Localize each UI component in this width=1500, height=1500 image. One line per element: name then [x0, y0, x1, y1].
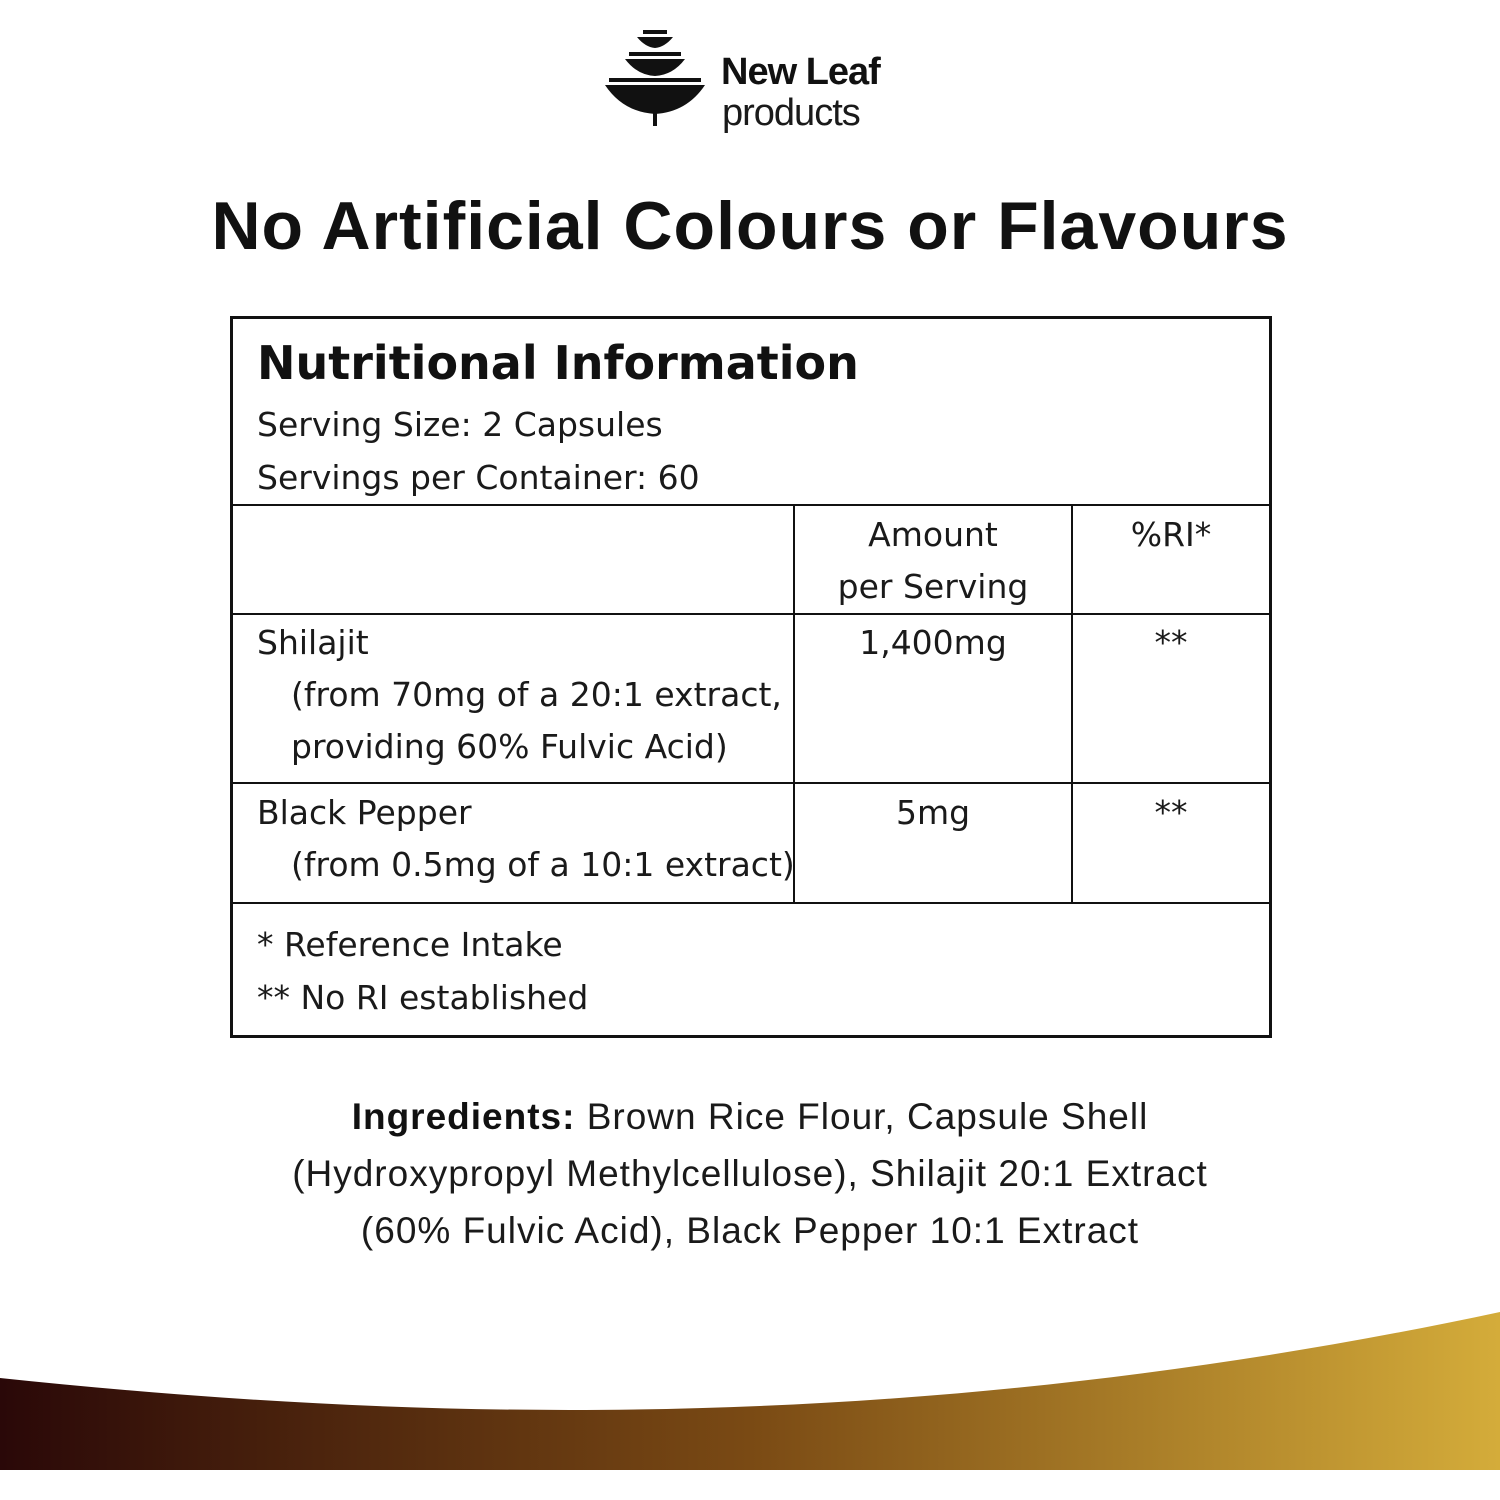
leaf-tree-icon [603, 28, 707, 128]
header-ri: %RI* [1130, 515, 1212, 554]
row-shilajit-amount: 1,400mg [859, 623, 1007, 662]
servings-per-container: Servings per Container: 60 [257, 458, 700, 497]
ingredients-line-3: (60% Fulvic Acid), Black Pepper 10:1 Extract [360, 1210, 1140, 1251]
row-shilajit-name: Shilajit [257, 623, 369, 662]
column-divider [1071, 506, 1073, 904]
row-black-pepper-name: Black Pepper [257, 793, 472, 832]
footnote-reference-intake: * Reference Intake [257, 925, 563, 964]
row-divider [233, 902, 1269, 904]
row-divider [233, 613, 1269, 615]
serving-size: Serving Size: 2 Capsules [257, 405, 663, 444]
row-black-pepper-amount: 5mg [895, 793, 971, 832]
header-amount-line2: per Serving [837, 567, 1029, 606]
header-amount-line1: Amount [868, 515, 998, 554]
row-divider [233, 782, 1269, 784]
ingredients-line-2: (Hydroxypropyl Methylcellulose), Shilajit 20:1 Extract [292, 1153, 1208, 1194]
footnote-no-ri: ** No RI established [257, 978, 589, 1017]
page-headline: No Artificial Colours or Flavours [211, 188, 1289, 264]
decorative-swoosh [0, 1300, 1500, 1500]
ingredients-text [150, 1088, 1350, 1259]
row-black-pepper-detail-1: (from 0.5mg of a 10:1 extract) [291, 845, 795, 884]
brand-name: New Leaf [721, 51, 880, 93]
nutrition-title: Nutritional Information [257, 336, 859, 390]
brand-logo [603, 28, 903, 138]
brand-tagline: products [722, 92, 860, 134]
row-black-pepper-ri: ** [1154, 793, 1188, 832]
row-shilajit-detail-1: (from 70mg of a 20:1 extract, [291, 675, 782, 714]
ingredients-line-1-text: Brown Rice Flour, Capsule Shell [575, 1096, 1149, 1137]
ingredients-label: Ingredients: [351, 1096, 576, 1137]
nutrition-header [233, 319, 1269, 506]
row-shilajit-ri: ** [1154, 623, 1188, 662]
row-shilajit-detail-2: providing 60% Fulvic Acid) [291, 727, 728, 766]
ingredients-line-1 [150, 1088, 1350, 1145]
nutrition-panel [230, 316, 1272, 1038]
